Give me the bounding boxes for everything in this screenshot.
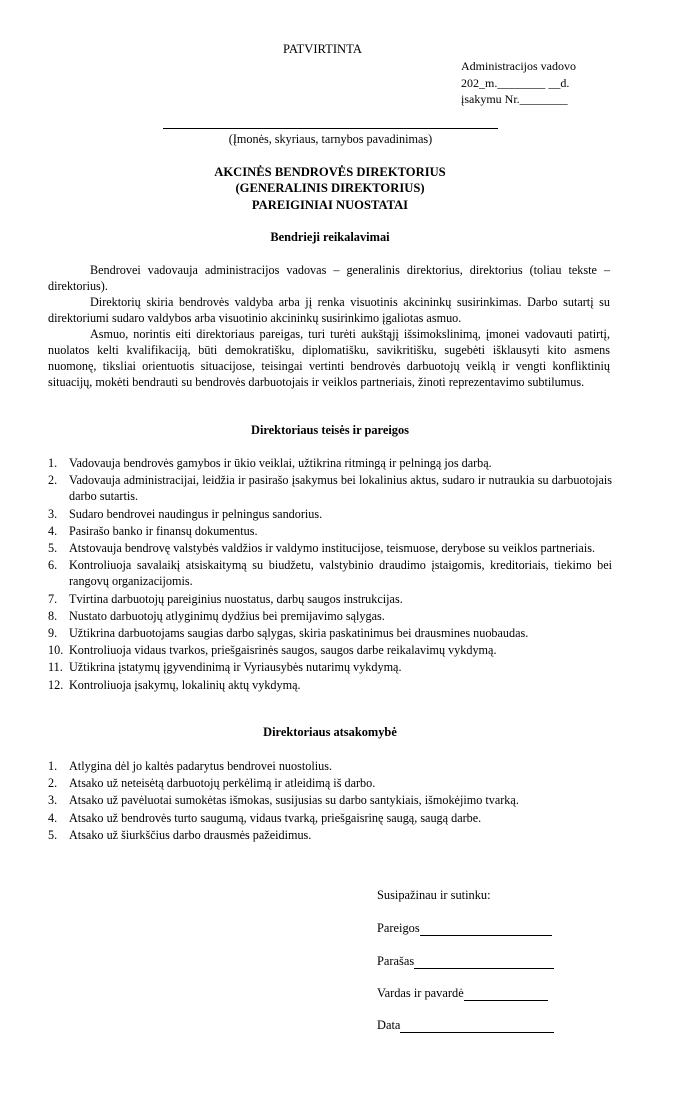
item-text: Nustato darbuotojų atlyginimų dydžius bei premijavimo sąlygas. [69, 608, 385, 623]
list-item [48, 659, 612, 675]
item-text: Užtikrina darbuotojams saugias darbo sąlygas, skiria paskatinimus bei drausmines nuobaudas. [69, 626, 529, 641]
fill-line[interactable] [414, 956, 554, 969]
company-name-line [163, 128, 498, 129]
item-number: 1. [48, 456, 58, 470]
field-label: Parašas [377, 954, 415, 968]
item-number: 6. [48, 558, 58, 573]
list-item [48, 506, 612, 522]
approval-line: įsakymu Nr.________ [461, 92, 568, 106]
item-text: Atsako už bendrovės turto saugumą, vidaus tvarką, priešgaisrinę saugą, saugą darbe. [69, 810, 482, 825]
item-text: Sudaro bendrovei naudingus ir pelningus sandorius. [69, 506, 323, 521]
item-number: 2. [48, 776, 58, 791]
list-item [48, 455, 612, 471]
item-text: Atsako už pavėluotai sumokėtas išmokas, susijusias su darbo santykiais, išmokėjimo tvarką. [69, 793, 519, 808]
section-heading-rights: Direktoriaus teisės ir pareigos [251, 423, 409, 437]
field-label: Data [377, 1018, 401, 1032]
item-number: 5. [48, 827, 58, 842]
approval-line: 202_m.________ __d. [461, 75, 570, 90]
item-text: Pasirašo banko ir finansų dokumentus. [69, 523, 258, 538]
document-title: PAREIGINIAI NUOSTATAI [251, 198, 409, 212]
item-number: 3. [48, 506, 58, 521]
list-item [48, 792, 612, 808]
item-number: 2. [48, 473, 58, 488]
list-item [48, 608, 612, 624]
signature-field-date[interactable] [377, 1018, 554, 1033]
list-item [48, 472, 612, 504]
acknowledgement-heading: Susipažinau ir sutinku: [377, 888, 491, 902]
responsibility-list [48, 758, 612, 844]
field-label: Pareigos [377, 921, 420, 935]
item-number: 4. [48, 810, 58, 825]
item-number: 3. [48, 793, 58, 808]
paragraph: Bendrovei vadovauja administracijos vadovas – generalinis direktorius, direktorius (toliau tekste – direktorius). [48, 263, 610, 293]
approval-line: Administracijos vadovo [461, 59, 576, 73]
list-item [48, 677, 612, 693]
signature-field-signature[interactable] [377, 954, 554, 969]
list-item [48, 591, 612, 607]
item-text: Atstovauja bendrovę valstybės valdžios ir valdymo institucijose, teismuose, derybose su veiklos partneriais. [69, 541, 595, 556]
list-item [48, 775, 612, 791]
item-number: 8. [48, 608, 58, 623]
item-text: Vadovauja bendrovės gamybos ir ūkio veiklai, užtikrina ritmingą ir pelningą jos darbą. [69, 456, 492, 470]
rights-list [48, 455, 612, 694]
item-number: 7. [48, 591, 58, 606]
section-heading-general: Bendrieji reikalavimai [270, 230, 390, 244]
list-item [48, 523, 612, 539]
list-item [48, 827, 612, 843]
fill-line[interactable] [420, 923, 552, 936]
item-text: Kontroliuoja įsakymų, lokalinių aktų vykdymą. [69, 677, 301, 692]
item-text: Vadovauja administracijai, leidžia ir pasirašo įsakymus bei lokalinius aktus, sudaro ir nutraukia su darbuotojais darbo sutartis. [69, 473, 612, 504]
section-heading-responsibility: Direktoriaus atsakomybė [263, 725, 397, 739]
item-number: 1. [48, 759, 58, 773]
item-text: Užtikrina įstatymų įgyvendinimą ir Vyriausybės nutarimų vykdymą. [69, 660, 402, 675]
signature-field-full-name[interactable] [377, 986, 548, 1001]
item-number: 11. [48, 660, 63, 675]
document-title: AKCINĖS BENDROVĖS DIREKTORIUS [214, 165, 446, 179]
item-text: Atlygina dėl jo kaltės padarytus bendrovei nuostolius. [69, 759, 333, 773]
item-number: 4. [48, 523, 58, 538]
list-item [48, 540, 612, 556]
general-requirements-text [48, 262, 610, 390]
item-number: 9. [48, 626, 58, 641]
item-text: Tvirtina darbuotojų pareiginius nuostatus, darbų saugos instrukcijas. [69, 591, 403, 606]
paragraph: Direktorių skiria bendrovės valdyba arba jį renka visuotinis akcininkų susirinkimas. Darbo sutartį su direktoriumi sudaro valdybos arba visuotinio akcininkų susirinkimo įgaliotas asmuo. [48, 295, 610, 325]
item-text: Kontroliuoja savalaikį atsiskaitymą su biudžetu, valstybinio draudimo įstaigomis, kreditoriais, tiekimo bei rangovų organizacijomis. [69, 558, 612, 589]
approved-label: PATVIRTINTA [283, 42, 362, 56]
fill-line[interactable] [464, 988, 548, 1001]
signature-field-position[interactable] [377, 921, 552, 936]
item-number: 12. [48, 677, 64, 692]
document-title: (GENERALINIS DIREKTORIUS) [235, 181, 425, 195]
item-text: Kontroliuoja vidaus tvarkos, priešgaisrinės saugos, saugos darbe reikalavimų vykdymą. [69, 643, 497, 658]
list-item [48, 810, 612, 826]
item-number: 5. [48, 541, 58, 556]
approval-block [461, 58, 576, 108]
list-item [48, 625, 612, 641]
list-item [48, 557, 612, 589]
paragraph: Asmuo, norintis eiti direktoriaus pareigas, turi turėti aukštąjį išsimokslinimą, įmonei vadovauti patirtį, nuolatos kelti kvalifikaciją, būti demokratišku, diplomatišku, savikritišku, sugebėti išklausyti kito asmens nuomonę, tiksliai orientuotis situacijose, teisingai vertinti bendrovės darbuotojų veiklą ir vengti konfliktinių situacijų, mokėti bendrauti su bendrovės darbuotojais ir veiklos partneriais, žinoti reprezentavimo subtilumus. [48, 327, 610, 389]
field-label: Vardas ir pavardė [377, 986, 464, 1000]
item-number: 10. [48, 643, 64, 658]
item-text: Atsako už neteisėtą darbuotojų perkėlimą ir atleidimą iš darbo. [69, 776, 376, 791]
company-caption: (Įmonės, skyriaus, tarnybos pavadinimas) [228, 132, 433, 146]
item-text: Atsako už šiurkščius darbo drausmės pažeidimus. [69, 827, 312, 842]
list-item [48, 642, 612, 658]
list-item [48, 758, 612, 774]
fill-line[interactable] [400, 1020, 554, 1033]
